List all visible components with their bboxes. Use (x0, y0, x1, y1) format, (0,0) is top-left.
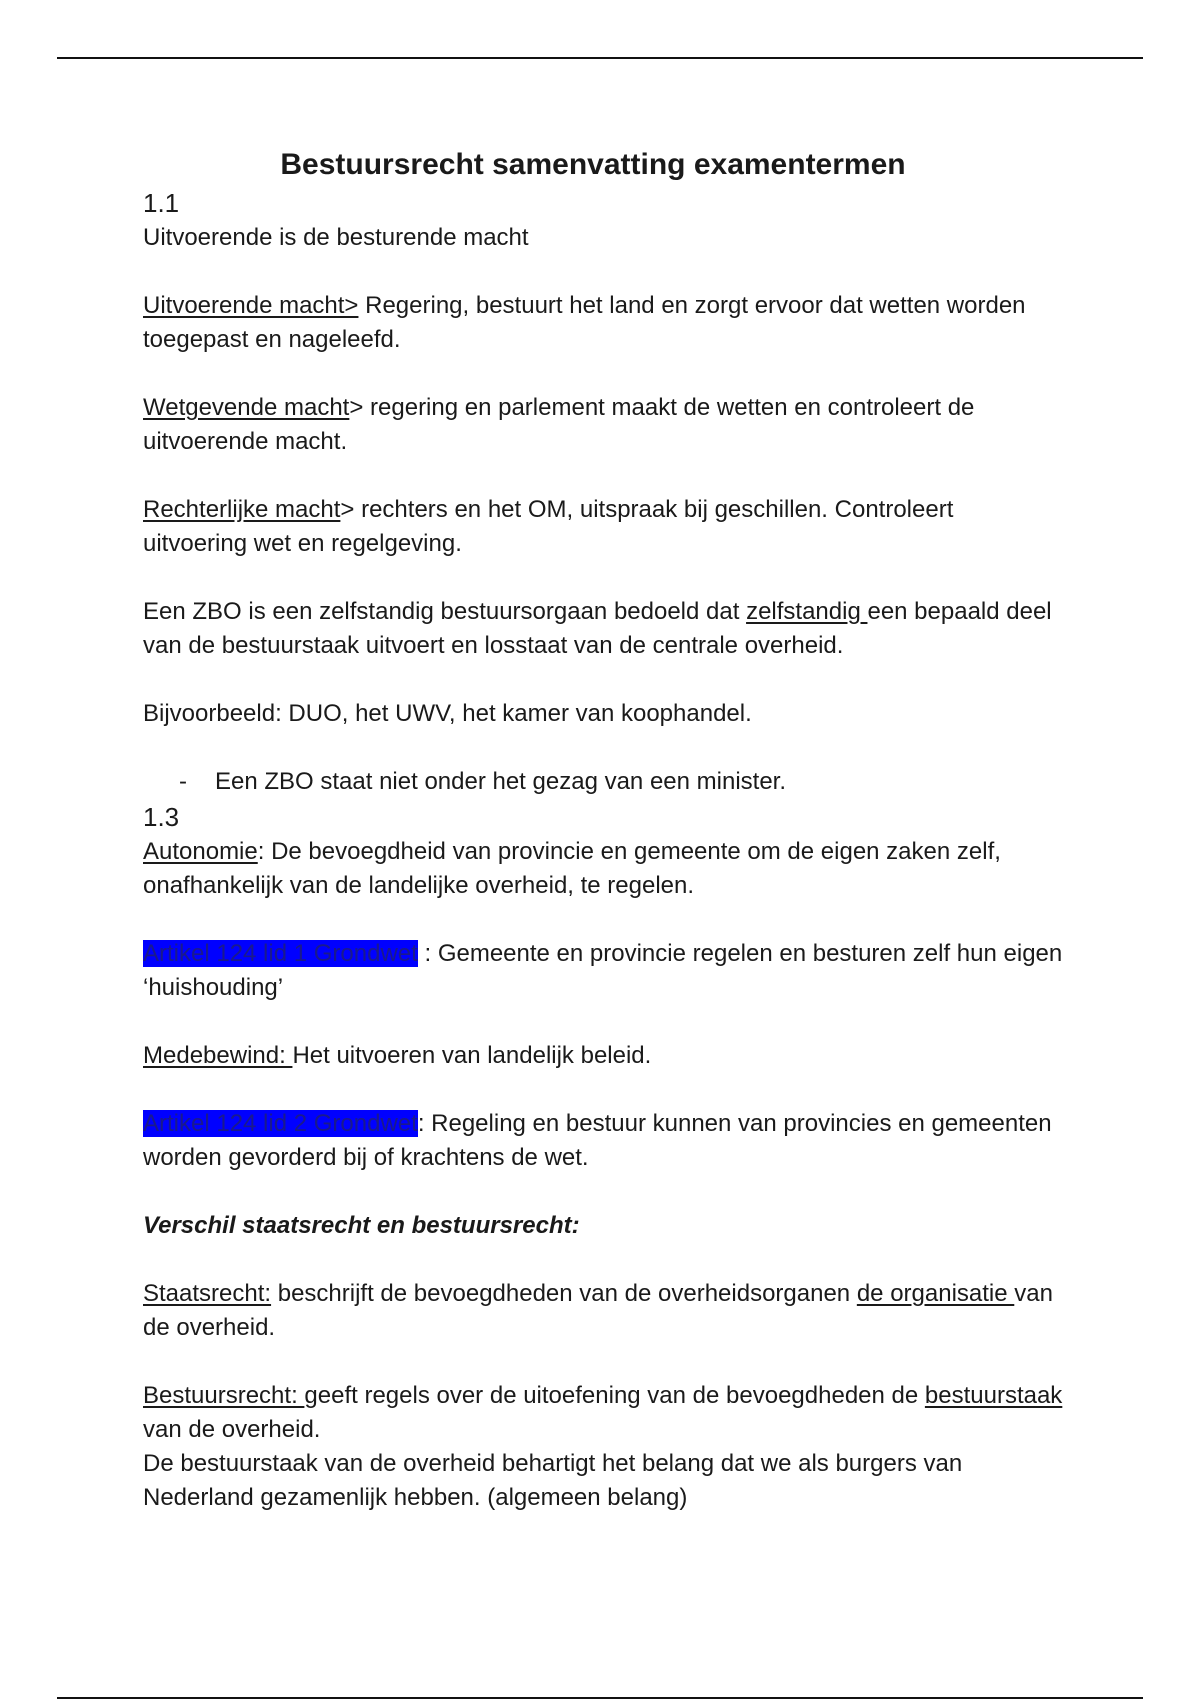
paragraph-medebewind (143, 1039, 1063, 1073)
term-staatsrecht: Staatsrecht: (143, 1280, 272, 1307)
term-autonomie: Autonomie (143, 838, 258, 865)
text-artikel-124-lid-1: : Gemeente en provincie regelen en besturen zelf hun eigen ‘huishouding’ (143, 940, 1063, 1001)
term-bestuursrecht: Bestuursrecht: (143, 1382, 305, 1409)
paragraph-bestuurstaak: De bestuurstaak van de overheid behartigt het belang dat we als burgers van Nederland gezamenlijk hebben. (algemeen belang) (143, 1450, 963, 1511)
intro-line: Uitvoerende is de besturende macht (143, 224, 529, 251)
spacer (143, 903, 1063, 937)
section-number-1-3: 1.3 (143, 802, 180, 832)
bullet-dash: - (179, 768, 187, 795)
definition-wetgevende-macht: > regering en parlement maakt de wetten en controleert de uitvoerende macht. (143, 394, 975, 455)
header-rule (57, 57, 1143, 59)
paragraph-staatsrecht (143, 1277, 1063, 1345)
spacer (143, 1175, 1063, 1209)
definition-uitvoerende-macht: Regering, bestuurt het land en zorgt ervoor dat wetten worden toegepast en nageleefd. (143, 292, 1026, 353)
term-medebewind: Medebewind: (143, 1042, 293, 1069)
spacer (143, 663, 1063, 697)
text-artikel-124-lid-2: : Regeling en bestuur kunnen van provincies en gemeenten worden gevorderd bij of krachtens de wet. (143, 1110, 1052, 1171)
spacer (143, 1243, 1063, 1277)
definition-medebewind: Het uitvoeren van landelijk beleid. (292, 1042, 652, 1069)
highlight-artikel-124-lid-1: Artikel 124 lid 1 Grondwet (143, 940, 418, 967)
term-wetgevende-macht: Wetgevende macht (143, 394, 350, 421)
section-number-1-1: 1.1 (143, 188, 180, 218)
zbo-text-end: een bepaald deel van de bestuurstaak uitvoert en losstaat van de centrale overheid. (143, 598, 1052, 659)
staatsrecht-text-start: beschrijft de bevoegdheden van de overheidsorganen (271, 1280, 857, 1307)
spacer (143, 1005, 1063, 1039)
bullet-text: Een ZBO staat niet onder het gezag van een minister. (215, 768, 787, 795)
bestuursrecht-term-bestuurstaak: bestuurstaak (924, 1382, 1063, 1409)
zbo-term-zelfstandig: zelfstandig (746, 598, 868, 625)
bestuursrecht-text-start: geeft regels over de uitoefening van de bevoegdheden de (304, 1382, 925, 1409)
paragraph-example: Bijvoorbeeld: DUO, het UWV, het kamer van koophandel. (143, 700, 752, 727)
spacer (143, 731, 1063, 765)
paragraph-artikel-124-lid-1 (143, 937, 1063, 1005)
spacer (143, 1073, 1063, 1107)
spacer (143, 357, 1063, 391)
highlight-artikel-124-lid-2: Artikel 124 lid 2 Grondwet (143, 1110, 418, 1137)
bestuursrecht-text-end: van de overheid. (143, 1416, 321, 1443)
staatsrecht-text-end: van de overheid. (143, 1280, 1053, 1341)
paragraph-autonomie (143, 835, 1063, 903)
spacer (143, 561, 1063, 595)
spacer (143, 459, 1063, 493)
spacer (143, 1345, 1063, 1379)
document-title: Bestuursrecht samenvatting examentermen (280, 148, 906, 181)
heading-verschil: Verschil staatsrecht en bestuursrecht: (143, 1212, 580, 1239)
bullet-item (143, 765, 1063, 799)
footer-rule (57, 1697, 1143, 1699)
definition-autonomie: : De bevoegdheid van provincie en gemeente om de eigen zaken zelf, onafhankelijk van de landelijke overheid, te regelen. (143, 838, 1001, 899)
paragraph-artikel-124-lid-2 (143, 1107, 1063, 1175)
paragraph-wetgevende-macht (143, 391, 1063, 459)
zbo-text-start: Een ZBO is een zelfstandig bestuursorgaan bedoeld dat (143, 598, 747, 625)
paragraph-zbo (143, 595, 1063, 663)
paragraph-uitvoerende-macht (143, 289, 1063, 357)
definition-rechterlijke-macht: > rechters en het OM, uitspraak bij geschillen. Controleert uitvoering wet en regelgeving. (143, 496, 954, 557)
paragraph-bestuursrecht (143, 1379, 1063, 1447)
term-uitvoerende-macht: Uitvoerende macht> (143, 292, 359, 319)
spacer (143, 255, 1063, 289)
document-body (143, 145, 1063, 1515)
paragraph-rechterlijke-macht (143, 493, 1063, 561)
term-rechterlijke-macht: Rechterlijke macht (143, 496, 341, 523)
staatsrecht-term-organisatie: de organisatie (856, 1280, 1015, 1307)
